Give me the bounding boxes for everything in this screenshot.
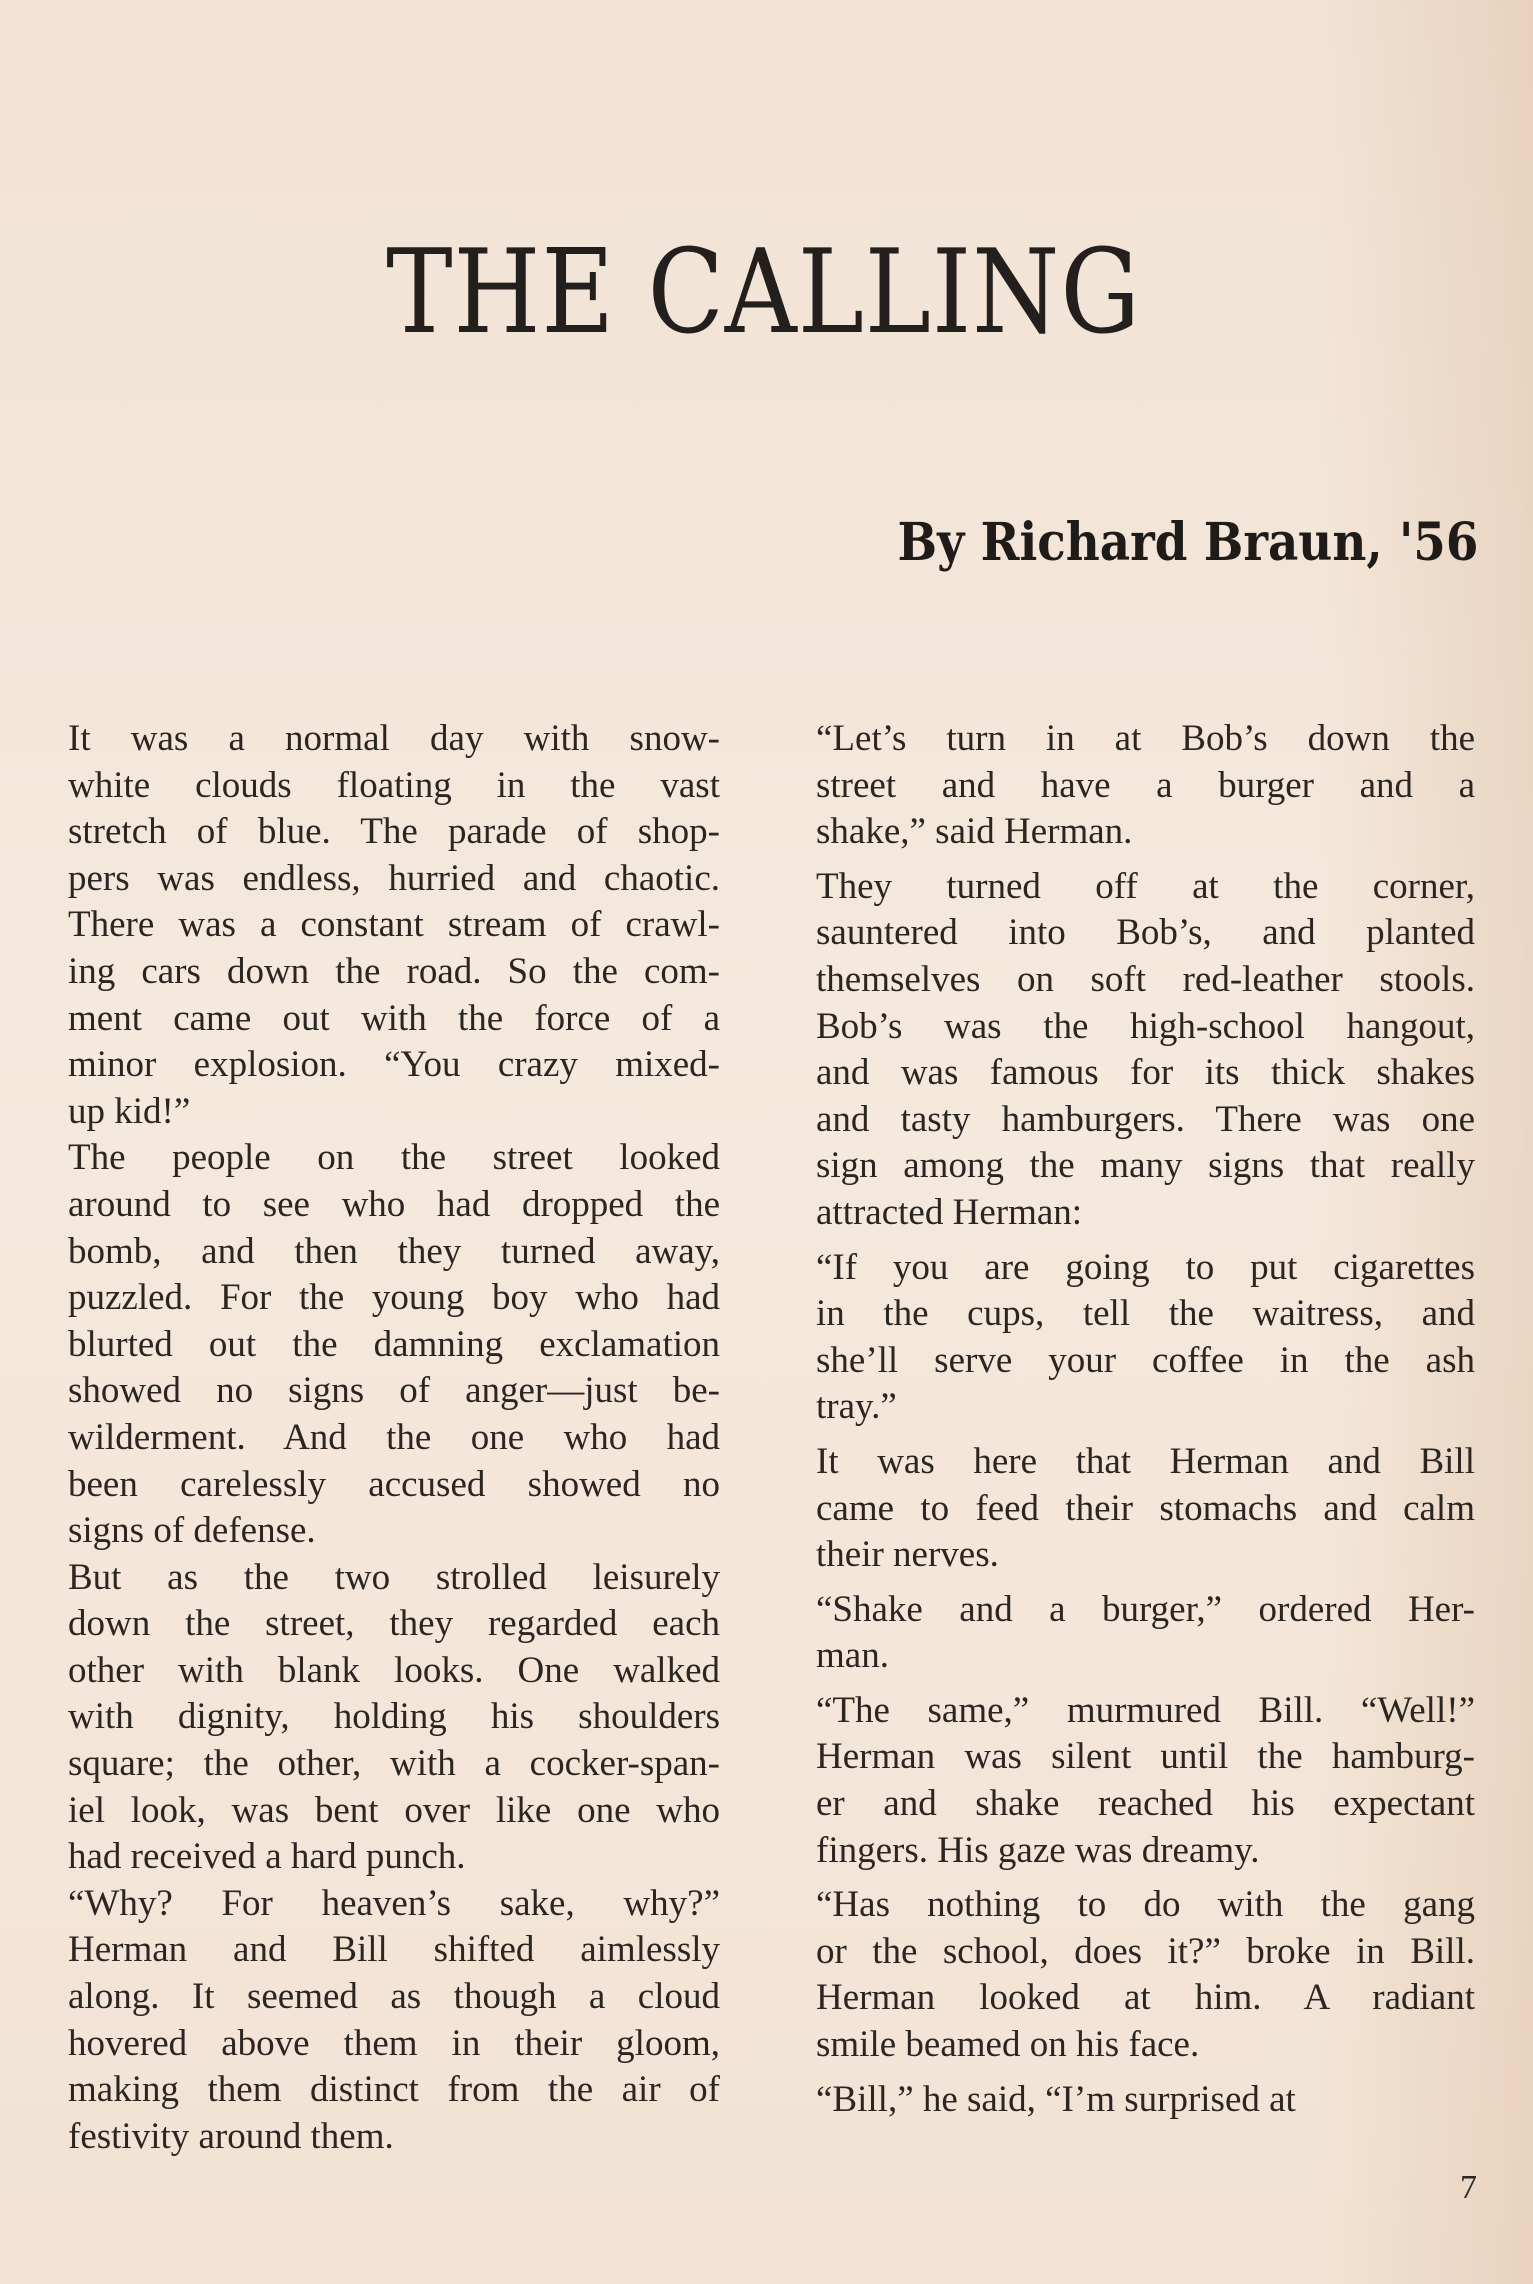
- text-line: er and shake reached his expectant: [816, 1783, 1475, 1825]
- text-line: themselves on soft red-leather stools.: [816, 958, 1475, 1000]
- text-line: had received a hard punch.: [68, 1836, 466, 1878]
- text-line: been carelessly accused showed no: [68, 1463, 720, 1505]
- text-line: came to feed their stomachs and calm: [816, 1487, 1475, 1529]
- text-line: down the street, they regarded each: [68, 1603, 720, 1645]
- text-line: “Has nothing to do with the gang: [816, 1884, 1475, 1926]
- paragraph: [772, 2077, 1475, 2124]
- text-line: street and have a burger and a: [816, 764, 1475, 806]
- text-line: bomb, and then they turned away,: [68, 1230, 720, 1272]
- paragraph: [772, 1882, 1475, 2068]
- text-line: ing cars down the road. So the com-: [68, 950, 720, 992]
- text-line: shake,” said Herman.: [816, 811, 1133, 853]
- text-line: pers was endless, hurried and chaotic.: [68, 857, 720, 899]
- text-line: she’ll serve your coffee in the ash: [816, 1339, 1475, 1381]
- paragraph: [772, 864, 1475, 1237]
- page-number: 7: [1460, 2169, 1477, 2206]
- article-title: THE CALLING: [386, 225, 1141, 360]
- text-line: festivity around them.: [68, 2115, 394, 2157]
- paragraph: [24, 716, 720, 1135]
- text-line: “Let’s turn in at Bob’s down the: [816, 718, 1475, 759]
- text-line: sauntered into Bob’s, and planted: [816, 912, 1475, 954]
- text-line: stretch of blue. The parade of shop-: [68, 811, 720, 853]
- paragraph: [772, 1688, 1475, 1874]
- article-byline: By Richard Braun, '56: [897, 512, 1478, 573]
- left-column: [24, 716, 720, 2160]
- text-line: But as the two strolled leisurely: [68, 1556, 720, 1598]
- paragraph: [772, 1587, 1475, 1680]
- paragraph: [24, 1881, 720, 2161]
- text-line: “Shake and a burger,” ordered Her-: [816, 1588, 1475, 1630]
- text-line: tray.”: [816, 1386, 897, 1428]
- text-line: They turned off at the corner,: [816, 865, 1475, 907]
- text-line: It was here that Herman and Bill: [816, 1440, 1475, 1482]
- text-line: man.: [816, 1635, 889, 1677]
- paragraph: [772, 716, 1475, 856]
- text-line: Bob’s was the high-school hangout,: [816, 1005, 1475, 1047]
- text-line: Herman looked at him. A radiant: [816, 1977, 1475, 2019]
- paragraph: [772, 1245, 1475, 1431]
- text-line: and tasty hamburgers. There was one: [816, 1098, 1475, 1140]
- paragraph: [772, 1439, 1475, 1579]
- text-line: white clouds floating in the vast: [68, 764, 720, 806]
- text-line: or the school, does it?” broke in Bill.: [816, 1930, 1475, 1972]
- text-line: with dignity, holding his shoulders: [68, 1696, 720, 1738]
- right-column: [772, 716, 1475, 2131]
- text-line: hovered above them in their gloom,: [68, 2022, 720, 2064]
- text-line: Herman was silent until the hamburg-: [816, 1736, 1475, 1778]
- text-line: “Bill,” he said, “I’m surprised at: [816, 2078, 1296, 2120]
- text-line: their nerves.: [816, 1534, 999, 1576]
- text-line: minor explosion. “You crazy mixed-: [68, 1044, 720, 1086]
- text-line: showed no signs of anger—just be-: [68, 1370, 720, 1412]
- text-line: There was a constant stream of crawl-: [68, 904, 720, 946]
- text-line: smile beamed on his face.: [816, 2024, 1200, 2066]
- text-line: “If you are going to put cigarettes: [816, 1246, 1475, 1288]
- text-line: iel look, was bent over like one who: [68, 1789, 720, 1831]
- text-line: in the cups, tell the waitress, and: [816, 1293, 1475, 1335]
- text-line: and was famous for its thick shakes: [816, 1052, 1475, 1094]
- text-line: It was a normal day with snow-: [68, 718, 720, 759]
- text-line: wilderment. And the one who had: [68, 1416, 720, 1458]
- text-line: fingers. His gaze was dreamy.: [816, 1829, 1260, 1871]
- text-line: blurted out the damning exclamation: [68, 1323, 720, 1365]
- text-line: “Why? For heaven’s sake, why?”: [68, 1882, 720, 1924]
- paragraph: [24, 1135, 720, 1554]
- text-line: other with blank looks. One walked: [68, 1649, 720, 1691]
- text-line: attracted Herman:: [816, 1191, 1083, 1233]
- text-line: signs of defense.: [68, 1510, 316, 1552]
- text-line: Herman and Bill shifted aimlessly: [68, 1929, 720, 1971]
- text-line: around to see who had dropped the: [68, 1183, 720, 1225]
- text-line: making them distinct from the air of: [68, 2069, 720, 2111]
- text-line: along. It seemed as though a cloud: [68, 1976, 720, 2018]
- text-line: square; the other, with a cocker-span-: [68, 1743, 720, 1785]
- text-line: puzzled. For the young boy who had: [68, 1277, 720, 1319]
- text-line: ment came out with the force of a: [68, 997, 720, 1039]
- paragraph: [24, 1555, 720, 1881]
- text-line: sign among the many signs that really: [816, 1145, 1475, 1187]
- text-line: The people on the street looked: [68, 1137, 720, 1179]
- text-line: up kid!”: [68, 1090, 191, 1132]
- text-line: “The same,” murmured Bill. “Well!”: [816, 1689, 1475, 1731]
